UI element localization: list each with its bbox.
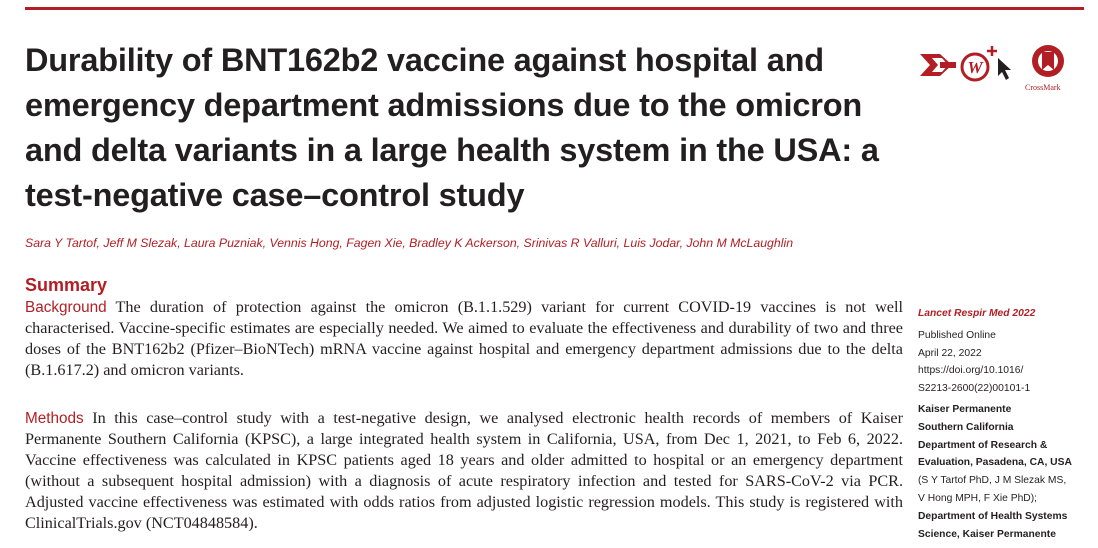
open-access-arrow-icon[interactable]	[920, 54, 956, 76]
doi-link-line-1[interactable]: https://doi.org/10.1016/	[918, 365, 1024, 377]
background-paragraph	[25, 297, 903, 381]
top-rule	[25, 7, 1084, 10]
affiliation-2-line-2: Science, Kaiser Permanente	[918, 528, 1056, 540]
methods-text: In this case–control study with a test-negative design, we analysed electronic health records of members of Kaiser Permanente Southern California (KPSC), a large integrated health system in California, USA, from Dec 1, 2021, to Feb 6, 2022. Vaccine effectiveness was calculated in KPSC patients aged 18 years and older admitted to hospital or an emergency department (without a subsequent hospital admission) with a diagnosis of acute respiratory infection and tested for SARS-CoV-2 via PCR. Adjusted vaccine effectiveness was estimated with odds ratios from adjusted logistic regression models. This study is registered with ClinicalTrials.gov (NCT04848584).	[25, 409, 904, 532]
affiliation-1-line-3: Department of Research &	[918, 439, 1048, 451]
author-list: Sara Y Tartof, Jeff M Slezak, Laura Puzniak, Vennis Hong, Fagen Xie, Bradley K Ackerson, Srinivas R Valluri, Luis Jodar, John M McLaughlin	[25, 236, 794, 250]
affiliation-1-names-1: (S Y Tartof PhD, J M Slezak MS,	[918, 475, 1067, 487]
sidebar	[918, 305, 1093, 543]
svg-text:W: W	[967, 58, 983, 77]
affiliation-1-line-4: Evaluation, Pasadena, CA, USA	[918, 457, 1072, 469]
published-date: April 22, 2022	[918, 347, 982, 359]
affiliation-2-line-1: Department of Health Systems	[918, 510, 1068, 522]
background-label: Background	[25, 299, 107, 316]
affiliation-1-names-2: V Hong MPH, F Xie PhD);	[918, 492, 1038, 504]
methods-paragraph	[25, 408, 903, 534]
published-online-label: Published Online	[918, 329, 996, 341]
summary-heading: Summary	[25, 275, 108, 295]
doi-link-line-2[interactable]: S2213-2600(22)00101-1	[918, 383, 1031, 395]
affiliation-1-line-1: Kaiser Permanente	[918, 403, 1012, 415]
article-title: Durability of BNT162b2 vaccine against hospital and emergency department admissions due to the omicron and delta variants in a large health system in the USA: a test-negative case–control study	[25, 42, 879, 213]
crossmark-icon[interactable]	[1032, 45, 1064, 77]
web-first-icon[interactable]	[962, 46, 1011, 80]
methods-label: Methods	[25, 410, 84, 427]
journal-citation: Lancet Respir Med 2022	[918, 308, 1036, 319]
affiliation-1-line-2: Southern California	[918, 421, 1014, 433]
background-text: The duration of protection against the omicron (B.1.1.529) variant for current COVID-19 vaccines is not well characterised. Vaccine-specific estimates are especially needed. We aimed to evaluate the effectiveness and durability of two and three doses of the BNT162b2 (Pfizer–BioNTech) mRNA vaccine against hospital and emergency department admissions due to the delta (B.1.617.2) and omicron variants.	[25, 298, 903, 379]
crossmark-label: CrossMark	[1025, 83, 1061, 92]
